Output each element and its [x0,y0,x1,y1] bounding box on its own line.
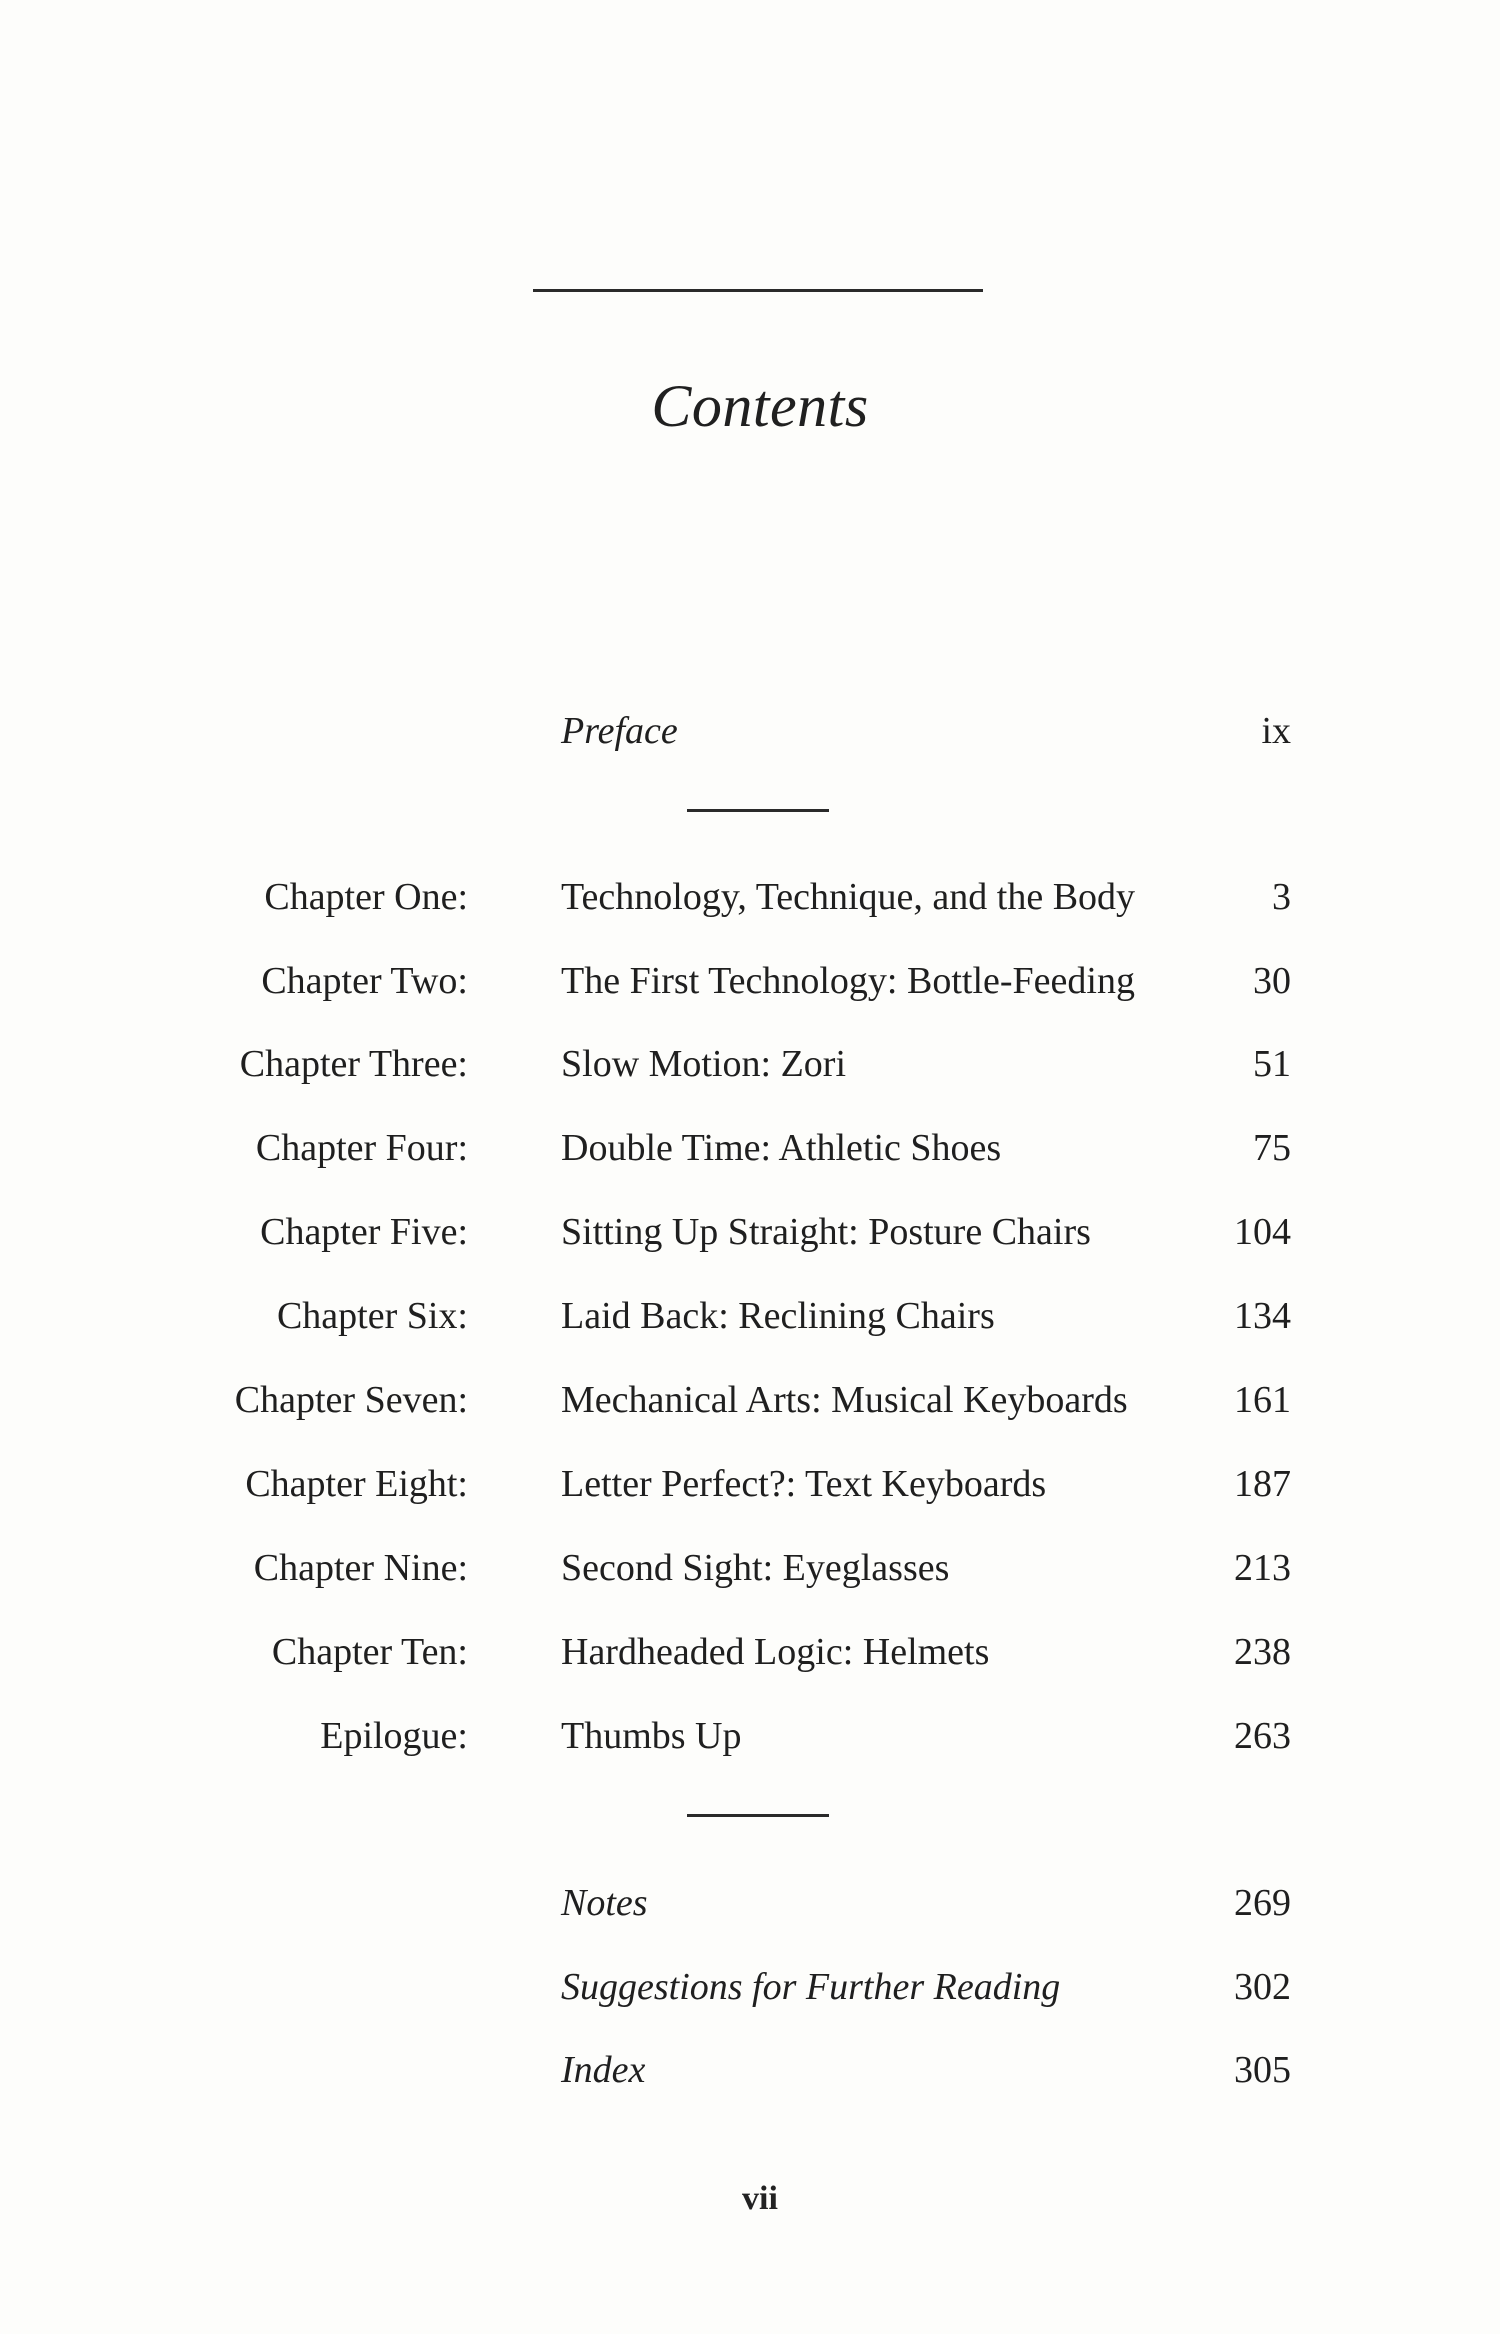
toc-entry: Technology, Technique, and the Body [561,876,1136,918]
toc-row-index [0,2040,1500,2100]
toc-page-number: 213 [1234,1547,1291,1589]
toc-chapter-label: Chapter One: [264,876,468,918]
toc-entry: Suggestions for Further Reading [561,1966,1061,2008]
toc-chapter-label: Chapter Eight: [245,1463,468,1505]
toc-page-number: 305 [1234,2049,1291,2091]
toc-row [0,1706,1500,1766]
toc-page-number: 104 [1234,1211,1291,1253]
toc-page-number: 3 [1272,876,1291,918]
toc-page-number: 302 [1234,1966,1291,2008]
toc-page-number: 30 [1253,960,1291,1002]
toc-entry: Thumbs Up [561,1715,742,1757]
toc-page-number: ix [1261,710,1291,752]
toc-entry: Preface [561,710,678,752]
toc-row [0,1370,1500,1430]
toc-chapter-label: Chapter Four: [255,1127,468,1169]
toc-entry: Laid Back: Reclining Chairs [561,1295,995,1337]
toc-chapter-label: Chapter Six: [276,1295,468,1337]
page-title: Contents [651,373,869,439]
section-rule [687,809,829,812]
toc-chapter-label: Chapter Nine: [253,1547,468,1589]
toc-chapter-label: Chapter Three: [239,1043,468,1085]
toc-entry: Index [561,2049,646,2091]
toc-page-number: 238 [1234,1631,1291,1673]
toc-entry: The First Technology: Bottle-Feeding [561,960,1135,1002]
toc-row [0,1202,1500,1262]
toc-row-further-reading [0,1957,1500,2017]
toc-page-number: 187 [1234,1463,1291,1505]
section-rule [687,1814,829,1817]
toc-row [0,1622,1500,1682]
toc-entry: Second Sight: Eyeglasses [561,1547,950,1589]
toc-row-notes [0,1873,1500,1933]
toc-chapter-label: Chapter Ten: [271,1631,468,1673]
toc-chapter-label: Chapter Five: [260,1211,468,1253]
toc-row [0,1286,1500,1346]
toc-page-number: 263 [1234,1715,1291,1757]
top-rule [533,289,983,292]
toc-entry: Double Time: Athletic Shoes [561,1127,1002,1169]
toc-entry: Notes [561,1882,648,1924]
toc-chapter-label: Chapter Seven: [234,1379,468,1421]
toc-page-number: 269 [1234,1882,1291,1924]
toc-row [0,951,1500,1011]
toc-entry: Hardheaded Logic: Helmets [561,1631,990,1673]
toc-page-number: 51 [1253,1043,1291,1085]
toc-chapter-label: Epilogue: [320,1715,468,1757]
toc-entry: Sitting Up Straight: Posture Chairs [561,1211,1091,1253]
toc-page-number: 134 [1234,1295,1291,1337]
toc-row [0,1118,1500,1178]
toc-chapter-label: Chapter Two: [261,960,468,1002]
page-folio: vii [742,2180,778,2217]
toc-row [0,1538,1500,1598]
toc-row [0,867,1500,927]
toc-row [0,1454,1500,1514]
toc-entry: Letter Perfect?: Text Keyboards [561,1463,1047,1505]
toc-row-preface [0,701,1500,761]
toc-row [0,1034,1500,1094]
toc-page-number: 161 [1234,1379,1291,1421]
toc-page-number: 75 [1253,1127,1291,1169]
toc-entry: Slow Motion: Zori [561,1043,847,1085]
toc-entry: Mechanical Arts: Musical Keyboards [561,1379,1128,1421]
